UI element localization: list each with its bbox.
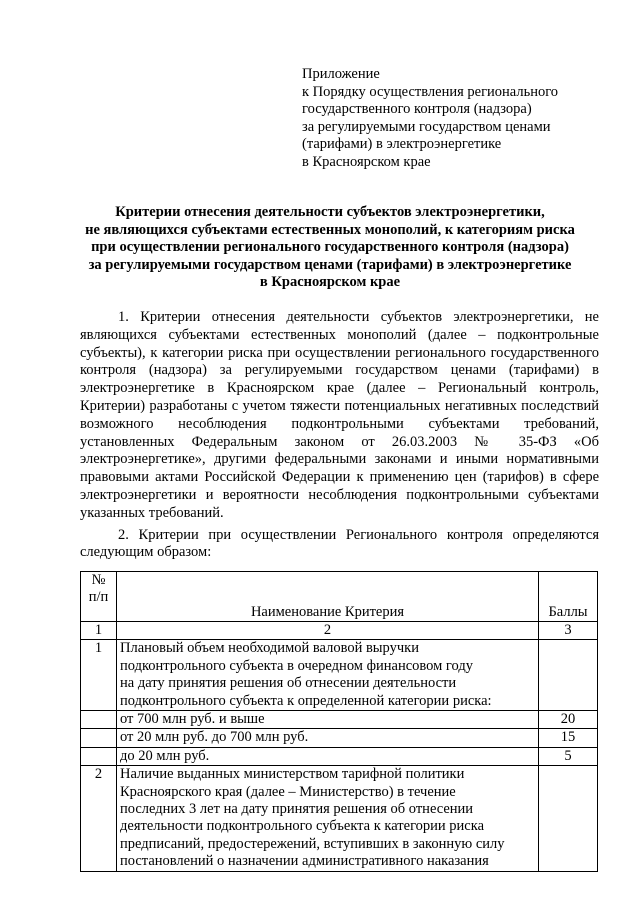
option-score: 5 bbox=[539, 747, 598, 765]
criterion-line: подконтрольного субъекта в очередном финансовом году bbox=[120, 657, 473, 674]
criterion-line: постановлений о назначении административного наказания bbox=[120, 853, 489, 870]
criterion-line: на дату принятия решения об отнесении деятельности bbox=[120, 675, 457, 692]
appendix-line: (тарифами) в электроэнергетике bbox=[302, 136, 502, 153]
option-label: от 700 млн руб. и выше bbox=[117, 711, 539, 729]
appendix-line: к Порядку осуществления регионального bbox=[302, 83, 559, 100]
criterion-line: подконтрольного субъекта к определенной категории риска: bbox=[120, 692, 492, 709]
title-line: не являющихся субъектами естественных монополий, к категориям риска bbox=[85, 221, 575, 238]
table-row bbox=[81, 729, 598, 747]
row-num bbox=[81, 747, 117, 765]
option-score: 20 bbox=[539, 711, 598, 729]
row-num: 1 bbox=[81, 640, 117, 711]
header-num-line1: № bbox=[91, 572, 106, 588]
header-score: Баллы bbox=[539, 572, 598, 622]
table-row bbox=[81, 747, 598, 765]
header-name: Наименование Критерия bbox=[117, 572, 539, 622]
criteria-table bbox=[80, 571, 598, 872]
appendix-line: государственного контроля (надзора) bbox=[302, 101, 532, 118]
index-cell: 1 bbox=[81, 622, 117, 640]
header-num-line2: п/п bbox=[88, 589, 109, 606]
score-cell bbox=[539, 766, 598, 871]
criterion-line: Наличие выданных министерством тарифной политики bbox=[120, 766, 465, 783]
row-num bbox=[81, 729, 117, 747]
option-score: 15 bbox=[539, 729, 598, 747]
criterion-line: деятельности подконтрольного субъекта к категории риска bbox=[120, 818, 485, 835]
title-line: при осуществлении регионального государственного контроля (надзора) bbox=[91, 239, 569, 256]
criterion-text bbox=[117, 640, 539, 711]
appendix-line: Приложение bbox=[302, 66, 380, 82]
option-label: от 20 млн руб. до 700 млн руб. bbox=[117, 729, 539, 747]
paragraph-1: 1. Критерии отнесения деятельности субъектов электроэнергетики, не являющихся субъектами естественных монополий (далее – подконтрольные субъекты), к категории риска при осуществлении регионального государственного контроля (надзора) за регулируемыми государством ценами (тарифами) в электроэнергетике в Красноярском крае (далее – Региональный контроль, Критерии) разработаны с учетом тяжести потенциальных негативных последствий возможного несоблюдения подконтрольными субъектами требований, установленных Федеральным законом от 26.03.2003 № 35-ФЗ «Об электроэнергетике», другими федеральными законами и иными нормативными правовыми актами Российской Федерации к применению цен (тарифов) в сфере электроэнергетики и вероятности несоблюдения подконтрольными субъектами указанных требований. bbox=[80, 309, 599, 521]
table-row bbox=[81, 711, 598, 729]
appendix-line: за регулируемыми государством ценами bbox=[302, 118, 551, 135]
table-index-row bbox=[81, 622, 598, 640]
document-title bbox=[60, 204, 600, 292]
index-cell: 2 bbox=[117, 622, 539, 640]
option-label: до 20 млн руб. bbox=[117, 747, 539, 765]
appendix-reference bbox=[302, 66, 622, 172]
title-line: Критерии отнесения деятельности субъектов электроэнергетики, bbox=[115, 204, 545, 220]
title-line: в Красноярском крае bbox=[259, 274, 401, 291]
table-header-row bbox=[81, 572, 598, 622]
criterion-line: последних 3 лет на дату принятия решения об отнесении bbox=[120, 801, 474, 818]
criterion-line: Красноярского края (далее – Министерство) в течение bbox=[120, 783, 456, 800]
paragraph-2: 2. Критерии при осуществлении Регионального контроля определяются следующим образом: bbox=[80, 526, 599, 561]
criterion-line: Плановый объем необходимой валовой выручки bbox=[120, 640, 419, 657]
criterion-text bbox=[117, 766, 539, 871]
title-line: за регулируемыми государством ценами (тарифами) в электроэнергетике bbox=[88, 256, 572, 273]
table-row bbox=[81, 766, 598, 871]
appendix-line: в Красноярском крае bbox=[302, 153, 431, 170]
table-row bbox=[81, 640, 598, 711]
index-cell: 3 bbox=[539, 622, 598, 640]
row-num bbox=[81, 711, 117, 729]
criterion-line: предписаний, предостережений, вступивших в законную силу bbox=[120, 835, 505, 852]
document-body bbox=[80, 309, 599, 562]
header-num bbox=[81, 572, 117, 622]
score-cell bbox=[539, 640, 598, 711]
row-num: 2 bbox=[81, 766, 117, 871]
